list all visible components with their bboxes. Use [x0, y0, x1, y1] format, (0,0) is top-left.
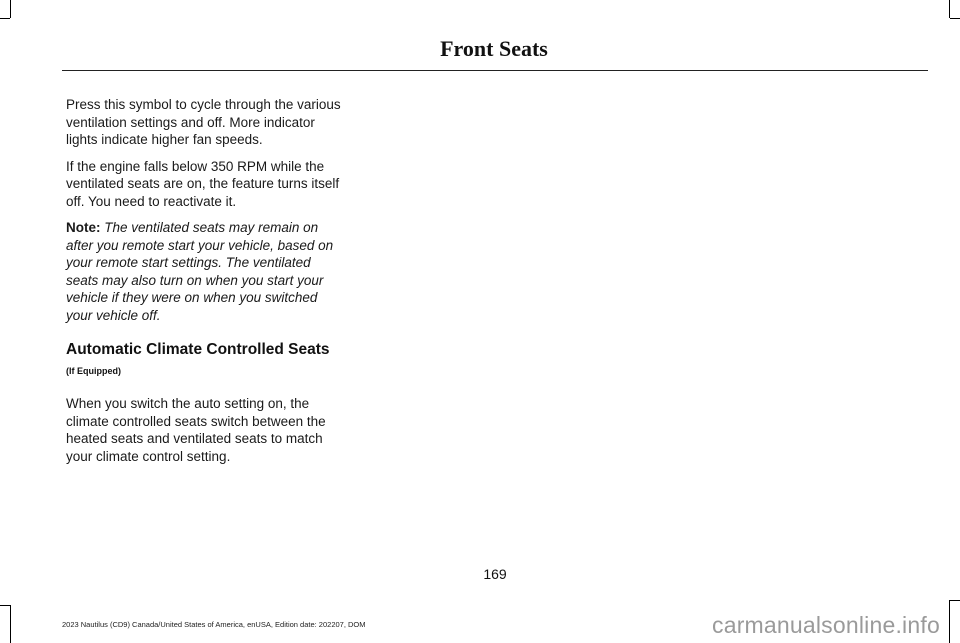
page-header-title: Front Seats [440, 36, 548, 61]
crop-mark-bottom-left-horizontal [0, 605, 10, 606]
crop-mark-top-left-horizontal [0, 18, 10, 19]
crop-mark-top-right-horizontal [950, 18, 960, 19]
section-heading-text: Automatic Climate Controlled Seats [66, 341, 330, 358]
crop-mark-bottom-right-vertical [949, 600, 950, 643]
watermark-text: carmanualsonline.info [712, 612, 940, 638]
paragraph-engine-rpm: If the engine falls below 350 RPM while the ventilated seats are on, the feature turns itself off. You need to reactivate it. [66, 158, 340, 209]
crop-mark-top-left-vertical [10, 0, 11, 18]
paragraph-ventilation-symbol: Press this symbol to cycle through the various ventilation settings and off. More indicator lights indicate higher fan speeds. [66, 97, 341, 147]
paragraph-auto-setting: When you switch the auto setting on, the climate controlled seats switch between the heated seats and ventilated seats to match your climate control setting. [66, 396, 326, 464]
crop-mark-top-right-vertical [949, 0, 950, 18]
section-heading [66, 340, 342, 381]
main-text-column [66, 96, 342, 474]
note-text: The ventilated seats may remain on after you remote start your vehicle, based on your remote start settings. The ventilated seats may also turn on when you start your vehicle if they were on when you switched your vehicle off. [66, 220, 334, 323]
header-divider [62, 70, 928, 71]
page-number: 169 [483, 566, 507, 582]
note-paragraph [66, 219, 342, 324]
section-heading-qualifier: (If Equipped) [66, 366, 121, 376]
note-label: Note: [66, 220, 101, 235]
crop-mark-bottom-right-horizontal [950, 600, 960, 601]
crop-mark-bottom-left-vertical [10, 605, 11, 643]
edition-footer: 2023 Nautilus (CD9) Canada/United States of America, enUSA, Edition date: 202207, DOM [62, 620, 366, 629]
